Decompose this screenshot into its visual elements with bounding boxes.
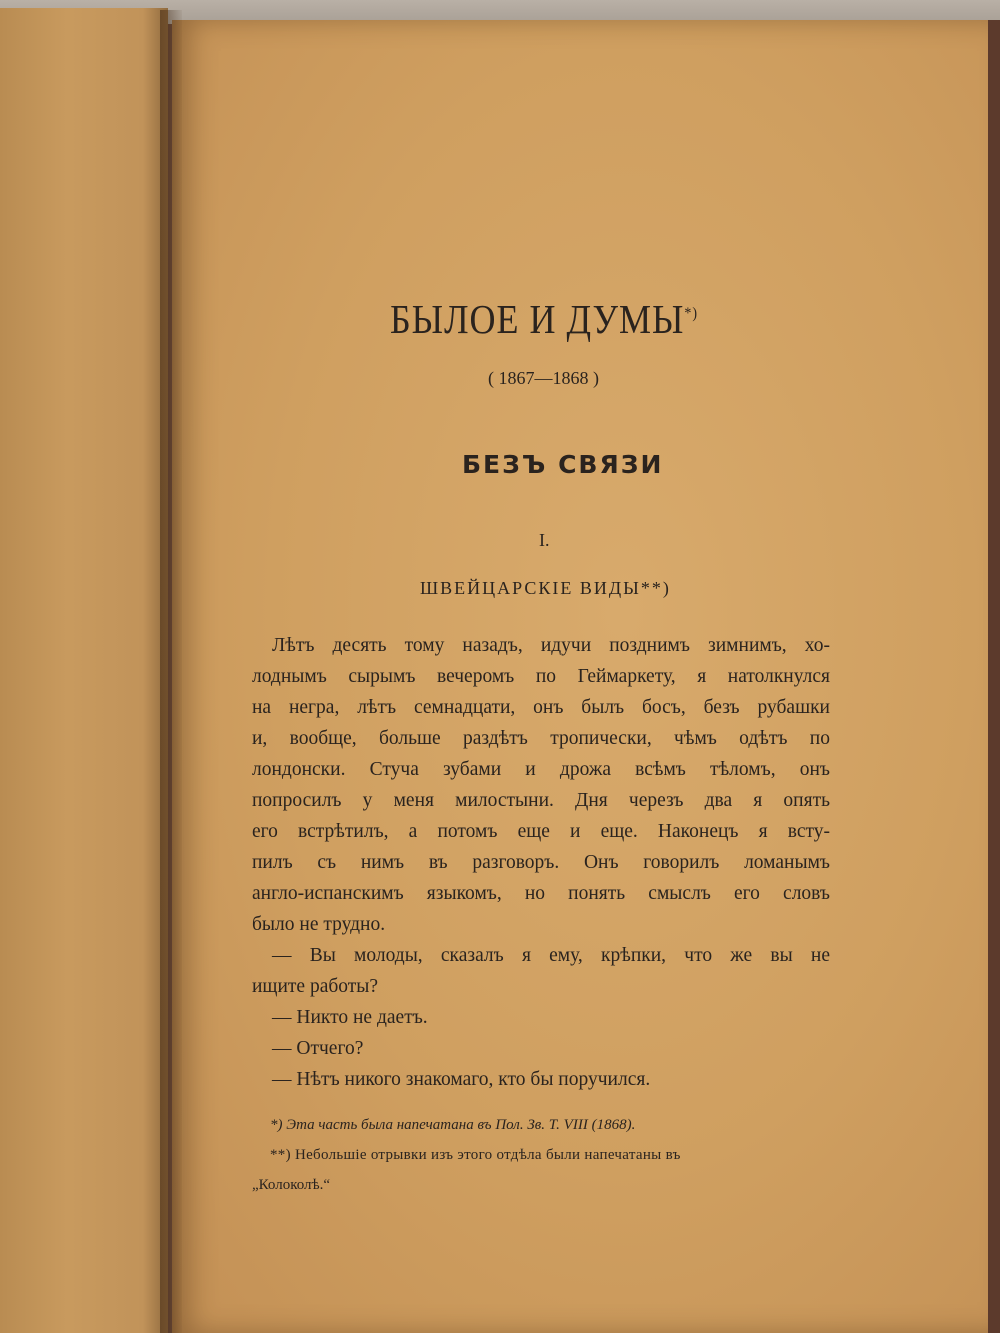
body-line: попросилъ у меня милостыни. Дня черезъ два я опять	[252, 790, 830, 811]
body-line: и, вообще, больше раздѣтъ тропически, чѣмъ одѣтъ по	[252, 728, 830, 749]
book-spine	[160, 10, 182, 1333]
dialogue-line: — Никто не даетъ.	[272, 1007, 428, 1028]
body-line: лоднымъ сырымъ вечеромъ по Геймаркету, я натолкнулся	[252, 666, 830, 687]
page-title	[390, 295, 720, 343]
left-page	[0, 8, 168, 1333]
body-line: Лѣтъ десять тому назадъ, идучи позднимъ зимнимъ, хо-	[272, 635, 830, 656]
section-number: I.	[539, 530, 550, 550]
footnote-2: **) Небольшiе отрывки изъ этого отдѣла были напечатаны въ	[270, 1147, 681, 1163]
footnote-1: *) Эта часть была напечатана въ Пол. Зв. Т. VIII (1868).	[270, 1117, 636, 1133]
book-cover-edge	[988, 20, 1000, 1333]
dialogue-line: — Вы молоды, сказалъ я ему, крѣпки, что же вы не	[272, 945, 830, 966]
body-line: пилъ съ нимъ въ разговоръ. Онъ говорилъ ломанымъ	[252, 852, 830, 873]
section-title: ШВЕЙЦАРСКIЕ ВИДЫ**)	[420, 578, 671, 598]
footnotes	[252, 1110, 830, 1200]
footnote-2-continuation: „Колоколѣ.“	[252, 1177, 331, 1193]
dialogue-line: — Отчего?	[272, 1038, 364, 1059]
title-text: БЫЛОЕ И ДУМЫ	[390, 296, 685, 342]
years: ( 1867—1868 )	[488, 368, 599, 388]
chapter-title: БЕЗЪ СВЯЗИ	[462, 450, 664, 479]
body-line: его встрѣтилъ, а потомъ еще и еще. Наконецъ я всту-	[252, 821, 830, 842]
title-footnote-mark: *)	[684, 305, 699, 323]
body-line: было не трудно.	[252, 914, 386, 935]
dialogue-line: ищите работы?	[252, 976, 379, 997]
body-line: лондонски. Стуча зубами и дрожа всѣмъ тѣломъ, онъ	[252, 759, 830, 780]
dialogue-line: — Нѣтъ никого знакомаго, кто бы поручился.	[272, 1069, 651, 1090]
body-line: англо-испанскимъ языкомъ, но понять смыслъ его словъ	[252, 883, 830, 904]
body-text	[252, 630, 830, 1095]
body-line: на негра, лѣтъ семнадцати, онъ былъ босъ, безъ рубашки	[252, 697, 830, 718]
